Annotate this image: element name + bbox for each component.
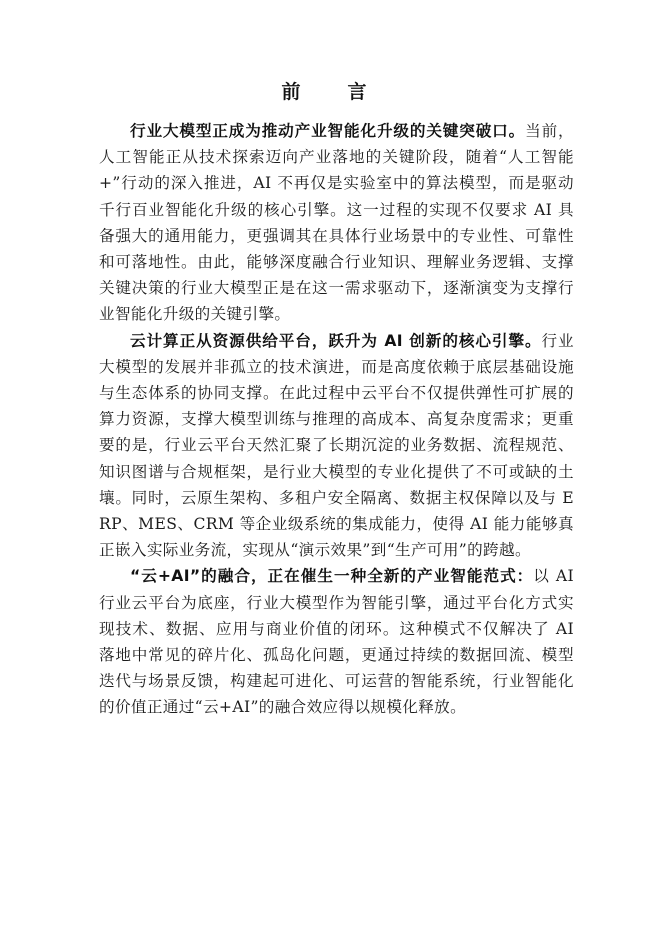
paragraph-cloud-computing [99,328,574,564]
paragraph-lead: 行业大模型正成为推动产业智能化升级的关键突破口。 [130,122,526,140]
paragraph-lead: “云+AI”的融合，正在催生一种全新的产业智能范式： [130,567,534,586]
paragraph-industry-models [99,118,574,328]
paragraph-text: 当前，人工智能正从技术探索迈向产业落地的关键阶段，随着“人工智能+”行动的深入推进，AI 不再仅是实验室中的算法模型，而是驱动千行百业智能化升级的核心引擎。这一过程的实现不仅要求 AI 具备强大的通用能力，更强调其在具体行业场景中的专业性、可靠性和可落地性。由此，能够深度融合行业知识、理解业务逻辑、支撑关键决策的行业大模型正是在这一需求驱动下，逐渐演变为支撑行业智能化升级的关键引擎。 [99,122,574,324]
page-title: 前 言 [281,81,381,103]
paragraph-cloud-ai-fusion [99,563,574,720]
paragraph-lead: 云计算正从资源供给平台，跃升为 AI 创新的核心引擎。 [130,331,542,350]
preface-body [99,118,574,721]
paragraph-text: 以 AI 行业云平台为底座，行业大模型作为智能引擎，通过平台化方式实现技术、数据、应用与商业价值的闭环。这种模式不仅解决了 AI 落地中常见的碎片化、孤岛化问题，更通过持续的数据回流、模型迭代与场景反馈，构建起可进化、可运营的智能系统，行业智能化的价值正通过“云+AI”的融合效应得以规模化释放。 [99,567,574,717]
paragraph-text: 行业大模型的发展并非孤立的技术演进，而是高度依赖于底层基础设施与生态体系的协同支撑。在此过程中云平台不仅提供弹性可扩展的算力资源，支撑大模型训练与推理的高成本、高复杂度需求；更重要的是，行业云平台天然汇聚了长期沉淀的业务数据、流程规范、知识图谱与合规框架，是行业大模型的专业化提供了不可或缺的土壤。同时，云原生架构、多租户安全隔离、数据主权保障以及与 ERP、MES、CRM 等企业级系统的集成能力，使得 AI 能力能够真正嵌入实际业务流，实现从“演示效果”到“生产可用”的跨越。 [99,331,574,560]
